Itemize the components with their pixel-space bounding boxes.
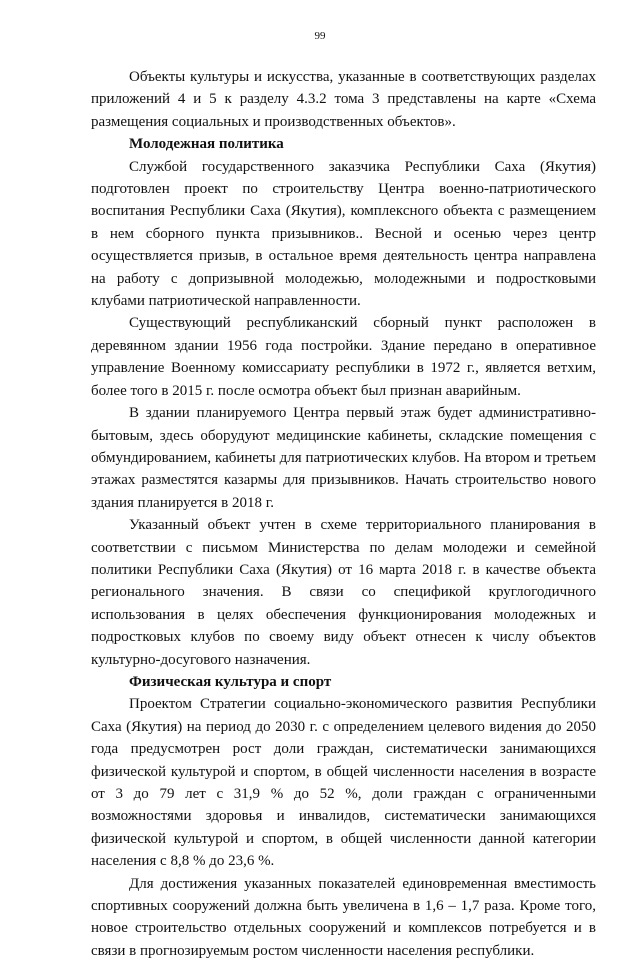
paragraph-sport-capacity: Для достижения указанных показателей единовременная вместимость спортивных сооружений должна быть увеличена в 1,6 – 1,7 раза. Кроме того, новое строительство отдельных сооружений и комплексов потребуется и в связи в прогнозируемым ростом численности населения республики.	[91, 875, 596, 959]
paragraph-center-floors: В здании планируемого Центра первый этаж будет административно-бытовым, здесь оборудуют медицинские кабинеты, складские помещения с обмундированием, кабинеты для патриотических клубов. На втором и третьем этажах разместятся казармы для призывников. Начать строительство нового здания планируется в 2018 г.	[91, 405, 596, 511]
page-number: 99	[314, 30, 326, 42]
heading-youth-policy: Молодежная политика	[129, 136, 284, 153]
paragraph-territorial-planning: Указанный объект учтен в схеме территориального планирования в соответствии с письмом Министерства по делам молодежи и семейной политики Республики Саха (Якутия) от 16 марта 2018 г. в качестве объекта регионального значения. В связи со спецификой круглогодичного использования в целях обеспечения функционирования молодежных и подростковых клубов по своему виду объект отнесен к числу объектов культурно-досугового назначения.	[91, 517, 596, 668]
heading-sport: Физическая культура и спорт	[129, 673, 332, 690]
paragraph-existing-assembly-point: Существующий республиканский сборный пункт расположен в деревянном здании 1956 года постройки. Здание передано в оперативное управление Военному комиссариату республики в 1972 г., является ветхим, более того в 2015 г. после осмотра объект был признан аварийным.	[91, 315, 596, 399]
paragraph-military-center-project: Службой государственного заказчика Республики Саха (Якутия) подготовлен проект по строительству Центра военно-патриотического воспитания Республики Саха (Якутия), комплексного объекта с размещением в нем сборного пункта призывников.. Весной и осенью через центр осуществляется призыв, в остальное время деятельность центра направлена на работу с допризывной молодежью, молодежными и подростковыми клубами патриотической направленности.	[91, 158, 596, 310]
document-body	[91, 66, 596, 962]
paragraph-strategy-targets: Проектом Стратегии социально-экономического развития Республики Саха (Якутия) на период до 2030 г. с определением целевого видения до 2050 года предусмотрен рост доли граждан, систематически занимающихся физической культурой и спортом, в общей численности населения в возрасте от 3 до 79 лет с 31,9 % до 52 %, доли граждан с ограниченными возможностями здоровья и инвалидов, систематически занимающихся физической культурой и спортом, в общей численности данной категории населения с 8,8 % до 23,6 %.	[91, 696, 596, 870]
paragraph-culture-objects: Объекты культуры и искусства, указанные в соответствующих разделах приложений 4 и 5 к разделу 4.3.2 тома 3 представлены на карте «Схема размещения социальных и производственных объектов».	[91, 69, 596, 130]
